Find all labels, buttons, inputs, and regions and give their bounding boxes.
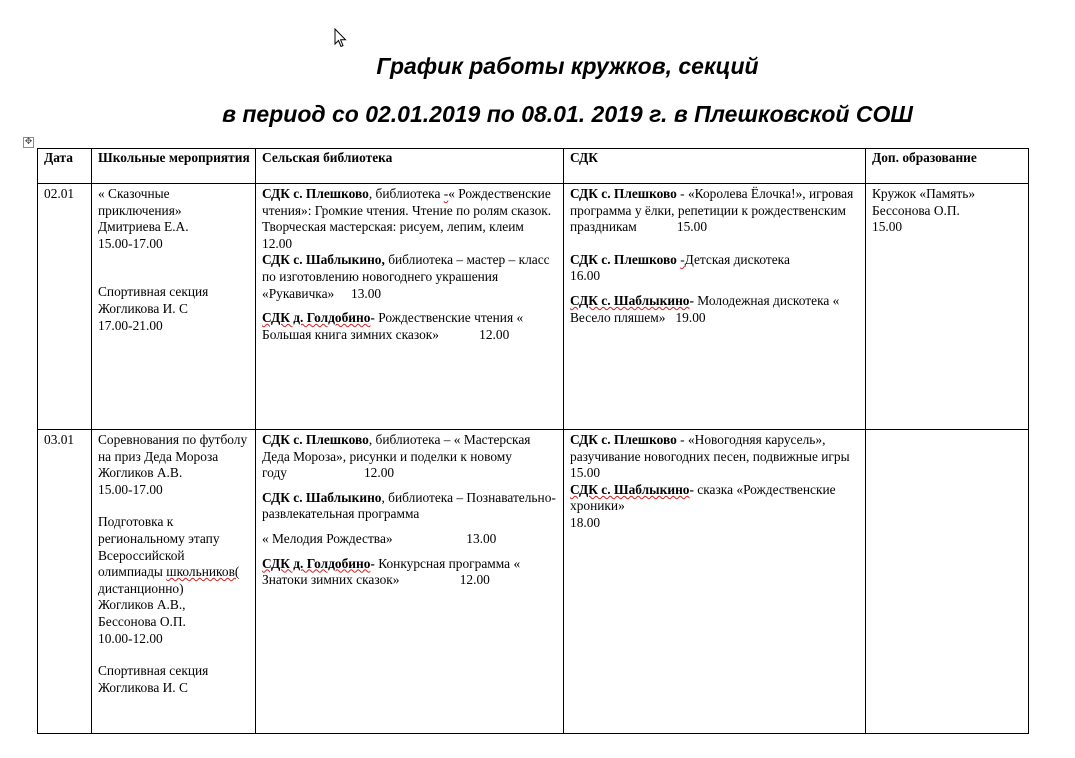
library-event: СДК с. Шаблыкино, библиотека – Познавательно-развлекательная программа « Мелодия Рождества» 13.00 (262, 489, 556, 546)
event-place: СДК с. Шаблыкино, (262, 252, 385, 268)
table-move-handle-icon[interactable]: ✥ (24, 137, 33, 147)
sdk-event: СДК с. Плешково -Детская дискотека 16.00 (570, 252, 860, 285)
event-title: Спортивная секция (98, 663, 209, 679)
event-person: Бессонова О.П. (98, 613, 186, 629)
header-date: Дата (38, 149, 92, 184)
header-sdk: СДК (564, 149, 866, 184)
event-time: 12.00 (479, 326, 510, 342)
event-time: 15.00-17.00 (98, 235, 163, 251)
event-time: 10.00-12.00 (98, 630, 163, 646)
library-cell (256, 184, 564, 430)
library-event: СДК д. Голдобино- Конкурсная программа « Знатоки зимних сказок» 12.00 (262, 555, 521, 588)
event-place: СДК с. Шаблыкино (262, 489, 382, 505)
event-title: « Сказочные приключения» (98, 186, 182, 218)
event-place: СДК д. Голдобино (262, 310, 371, 326)
school-events-cell (92, 430, 256, 734)
event-time: 12.00 (459, 572, 490, 588)
event-time: 18.00 (570, 514, 601, 530)
mouse-pointer-icon (334, 28, 348, 48)
event-place: СДК с. Плешково (570, 432, 677, 447)
event-person: Дмитриева Е.А. (98, 219, 189, 235)
header-village-library: Сельская библиотека (256, 149, 564, 184)
sdk-cell (564, 184, 866, 430)
event-time: 17.00-21.00 (98, 317, 163, 333)
extra-education-cell (866, 430, 1029, 734)
event-time: 15.00-17.00 (98, 481, 163, 497)
library-event: СДК с. Плешково, библиотека -« Рождественские чтения»: Громкие чтения. Чтение по ролям сказок. Творческая мастерская: рисуем, лепим, клеим 12.00 (262, 186, 558, 252)
event-time: 12.00 (262, 235, 293, 251)
event-person: Жогликова И. С (98, 300, 188, 316)
date-cell: 02.01 (38, 184, 92, 430)
header-school-events: Школьные мероприятия (92, 149, 256, 184)
event-person: Жогликов А.В., (98, 597, 186, 613)
sdk-event: СДК с. Шаблыкино- Молодежная дискотека « Весело пляшем» 19.00 (570, 292, 840, 325)
event-time: 13.00 (466, 530, 497, 546)
event-place: СДК д. Голдобино (262, 555, 371, 571)
event-time: 12.00 (363, 465, 395, 481)
event-person: Жогликов А.В. (98, 465, 183, 481)
event-place: СДК с. Плешково (570, 251, 677, 267)
event-place: СДК с. Шаблыкино (570, 481, 690, 497)
sdk-event: СДК с. Шаблыкино- сказка «Рождественские хроники» 18.00 (570, 482, 860, 532)
event-title: Кружок «Память» (872, 186, 976, 201)
event-place: СДК с. Плешково (262, 432, 369, 447)
page-title: График работы кружков, секций (376, 53, 759, 79)
event-person: Бессонова О.П. (872, 202, 960, 218)
event-place: СДК с. Плешково (262, 186, 369, 201)
sdk-cell (564, 430, 866, 734)
date-cell: 03.01 (38, 430, 92, 734)
table-row (38, 184, 1029, 430)
event-time: 15.00 (676, 219, 708, 235)
sdk-event: СДК с. Плешково - «Королева Ёлочка!», игровая программа у ёлки, репетиции к рождественским праздникам 15.00 (570, 186, 854, 235)
library-cell (256, 430, 564, 734)
event-person: Жогликова И. С (98, 679, 188, 695)
event-time: 13.00 (351, 285, 382, 301)
sdk-event: СДК с. Плешково - «Новогодняя карусель», разучивание новогодних песен, подвижные игры 15.00 (570, 432, 860, 482)
table-row (38, 430, 1029, 734)
event-title: Подготовка к региональному этапу Всероссийской олимпиады школьников( дистанционно) (98, 514, 240, 596)
header-extra-education: Доп. образование (866, 149, 1029, 184)
extra-education-cell (866, 184, 1029, 430)
event-time: 15.00 (570, 465, 601, 481)
event-time: 19.00 (675, 309, 706, 325)
library-event: СДК с. Шаблыкино, библиотека – мастер – класс по изготовлению новогоднего украшения «Рукавичка» 13.00 (262, 252, 550, 301)
library-event: СДК с. Плешково, библиотека – « Мастерская Деда Мороза», рисунки и поделки к новому году 12.00 (262, 432, 531, 481)
event-place: СДК с. Шаблыкино (570, 292, 690, 308)
table-header-row (38, 149, 1029, 184)
event-time: 16.00 (570, 268, 601, 284)
event-title: Соревнования по футболу на приз Деда Мороза (98, 432, 248, 464)
event-title: « Мелодия Рождества» (262, 530, 393, 546)
page-subtitle: в период со 02.01.2019 по 08.01. 2019 г. в Плешковской СОШ (222, 101, 913, 127)
school-events-cell (92, 184, 256, 430)
event-title: Спортивная секция (98, 284, 209, 300)
library-event: СДК д. Голдобино- Рождественские чтения « Большая книга зимних сказок» 12.00 (262, 310, 524, 342)
event-time: 15.00 (872, 219, 903, 235)
event-place: СДК с. Плешково (570, 186, 677, 201)
schedule-table (37, 148, 1029, 734)
